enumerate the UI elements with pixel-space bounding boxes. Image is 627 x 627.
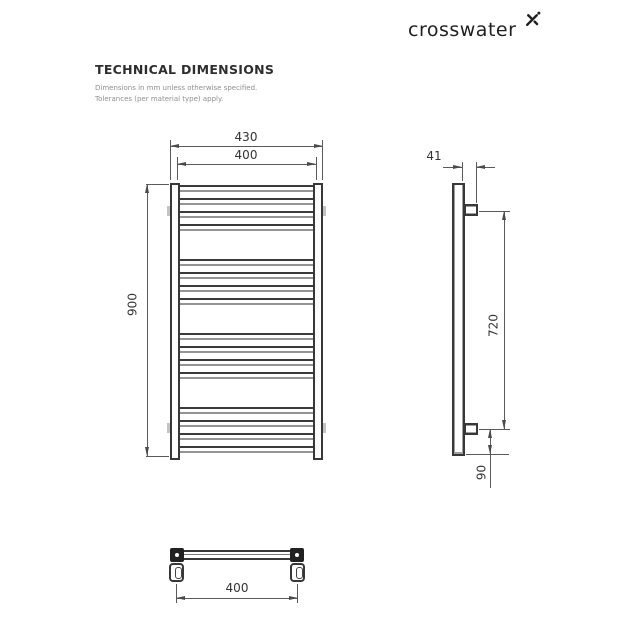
tube-bar <box>180 407 313 414</box>
tube-group <box>180 185 313 231</box>
tube-bar <box>180 372 313 379</box>
dim-bottom-centres-width: 400 <box>225 581 249 595</box>
tube-bar <box>180 359 313 366</box>
dim-depth: 41 <box>426 149 442 163</box>
tube-bar <box>180 185 313 192</box>
dimension-line <box>176 598 298 599</box>
side-bottom-wall-bracket <box>464 423 478 435</box>
extension-line <box>146 456 169 457</box>
tube-group <box>180 407 313 453</box>
tube-bar <box>180 333 313 340</box>
arrowhead <box>488 445 492 454</box>
tube-bar <box>180 298 313 305</box>
tube-bar <box>180 211 313 218</box>
bottom-rail-tube <box>175 550 299 560</box>
arrowhead <box>488 429 492 438</box>
note-tolerances: Tolerances (per material type) apply. <box>95 95 224 103</box>
arrowhead <box>170 144 179 148</box>
tube-bar <box>180 259 313 266</box>
tube-bar <box>180 433 313 440</box>
dimension-line <box>170 146 323 147</box>
extension-line <box>177 157 178 180</box>
bottom-left-wall-bracket <box>169 563 184 582</box>
arrowhead <box>502 211 506 220</box>
tube-bar <box>180 198 313 205</box>
front-left-top-bracket-mark <box>167 206 170 216</box>
arrowhead <box>145 184 149 193</box>
dimension-line <box>147 184 148 456</box>
note-dimensions: Dimensions in mm unless otherwise specified. <box>95 84 258 92</box>
bottom-left-post-section <box>170 548 184 562</box>
tube-bar <box>180 224 313 231</box>
side-top-wall-bracket <box>464 204 478 216</box>
dimension-line <box>177 164 316 165</box>
front-left-post <box>170 183 180 460</box>
extension-line <box>476 162 477 203</box>
brand-logo-text: crosswater <box>408 19 517 41</box>
front-right-bottom-bracket-mark <box>323 423 326 433</box>
extension-line <box>316 157 317 180</box>
tube-group <box>180 333 313 379</box>
tube-bar <box>180 346 313 353</box>
arrowhead <box>314 144 323 148</box>
bottom-right-post-section <box>290 548 304 562</box>
arrowhead <box>453 165 462 169</box>
dim-overall-height: 900 <box>125 293 140 316</box>
extension-line <box>479 429 510 430</box>
tube-bar <box>180 285 313 292</box>
arrowhead <box>145 447 149 456</box>
arrowhead <box>176 596 185 600</box>
extension-line <box>462 162 463 181</box>
dim-centres-width: 400 <box>234 148 258 162</box>
tube-bar <box>180 420 313 427</box>
dim-bottom-offset: 90 <box>474 464 489 481</box>
dim-overall-width: 430 <box>234 130 258 144</box>
arrowhead <box>289 596 298 600</box>
arrowhead <box>476 165 485 169</box>
extension-line <box>146 184 169 185</box>
extension-line <box>297 584 298 603</box>
tube-bar <box>180 446 313 453</box>
tube-group <box>180 259 313 305</box>
arrowhead <box>177 162 186 166</box>
dim-bracket-centres: 720 <box>486 314 501 337</box>
bottom-right-wall-bracket <box>290 563 305 582</box>
tube-bar <box>180 272 313 279</box>
front-right-top-bracket-mark <box>323 206 326 216</box>
arrowhead <box>502 420 506 429</box>
arrowhead <box>307 162 316 166</box>
dimension-line <box>504 211 505 429</box>
page-title: TECHNICAL DIMENSIONS <box>95 62 275 77</box>
logo-x-icon <box>524 11 541 28</box>
front-left-bottom-bracket-mark <box>167 423 170 433</box>
front-right-post <box>313 183 323 460</box>
extension-line <box>176 584 177 603</box>
side-post-profile <box>452 183 465 456</box>
